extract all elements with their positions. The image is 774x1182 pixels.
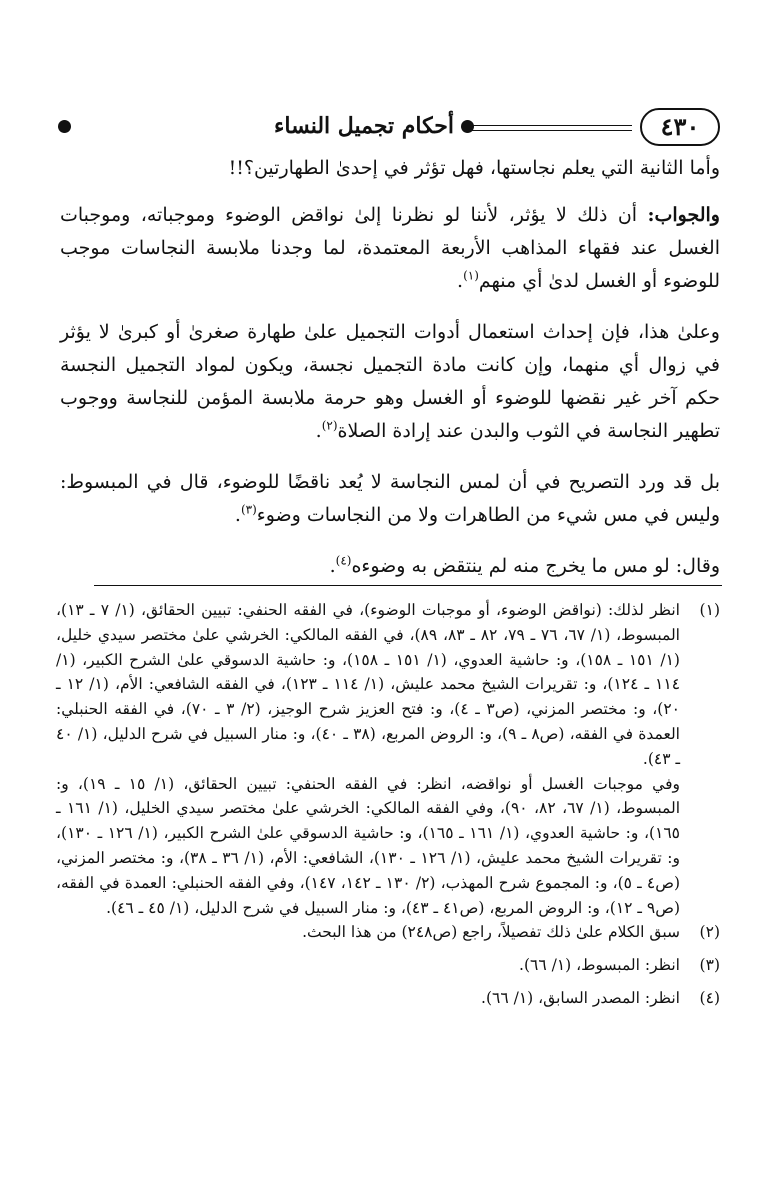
paragraph-text: وقال: لو مس ما يخرج منه لم ينتقض به وضوءه	[351, 555, 720, 577]
footnote-text: وفي موجبات الغسل أو نواقضه، انظر: في الفقه الحنفي: تبيين الحقائق، (١/ ١٥ ـ ١٩)، و: المبسوط، (١/ ٦٧، ٨٢، ٩٠)، وفي الفقه المالكي: الخرشي علىٰ مختصر سيدي الخليل، (١/ ١٦١ ـ ١٦٥)، و: حاشية العدوي، (١/ ١٦١ ـ ١٦٥)، و: حاشية الدسوقي علىٰ الشرح الكبير، (١/ ١٢٦ ـ ١٣٠)، و: تقريرات الشيخ محمد عليش، (١/ ١٢٦ ـ ١٣٠)، الشافعي: الأم، (١/ ٣٦ ـ ٣٨)، و: مختصر المزني، (ص٤ ـ ٥)، و: المجموع شرح المهذب، (٢/ ١٣٠ ـ ١٤٢، ١٤٧)، وفي الفقه الحنبلي: العمدة في الفقه، (ص٩ ـ ١٢)، و: الروض المربع، (ص٤١ ـ ٤٣)، و: منار السبيل في شرح الدليل، (١/ ٤٥ ـ ٤٦).	[56, 774, 681, 917]
paragraph: وعلىٰ هذا، فإن إحداث استعمال أدوات التجميل علىٰ طهارة صغرىٰ أو كبرىٰ لا يؤثر في زوال أي منهما، وإن كانت مادة التجميل نجسة، ويكون لمواد التجميل النجسة حكم آخر غير نقضها للوضوء أو الغسل وهو حرمة ملابسة المؤمن للنجاسة ووجوب تطهير النجاسة في الثوب والبدن عند إرادة الصلاة$^{(٢)}$.	[60, 321, 720, 442]
header-rule	[470, 125, 632, 131]
header-dot	[461, 120, 474, 133]
paragraph-text: وعلىٰ هذا، فإن إحداث استعمال أدوات التجميل علىٰ طهارة صغرىٰ أو كبرىٰ لا يؤثر في زوال أي منهما، وإن كانت مادة التجميل نجسة، ويكون لمواد التجميل النجسة حكم آخر غير نقضها للوضوء أو الغسل وهو حرمة ملابسة المؤمن للنجاسة ووجوب تطهير النجاسة في الثوب والبدن عند إرادة الصلاة	[60, 321, 720, 442]
main-text	[60, 152, 720, 597]
paragraph-text: أن ذلك لا يؤثر، لأننا لو نظرنا إلىٰ نواقض الوضوء وموجباته، وموجبات الغسل عند فقهاء المذاهب الأربعة المعتمدة، لما وجدنا ملابسة النجاسات موجب للوضوء أو الغسل لدىٰ أي منهم	[60, 204, 720, 292]
footnote-number: (٤)	[699, 988, 720, 1007]
footnote	[56, 986, 720, 1011]
footnote-ref: (١)	[463, 268, 479, 283]
running-title: أحكام تجميل النساء	[274, 113, 454, 139]
footnote-number: (١)	[699, 601, 720, 619]
footnote-continuation	[56, 772, 720, 921]
running-header	[58, 108, 720, 150]
footnote	[56, 953, 720, 978]
footnote-text: سبق الكلام علىٰ ذلك تفصيلاً، راجع (ص٢٤٨) من هذا البحث.	[302, 923, 680, 942]
paragraph-text: بل قد ورد التصريح في أن لمس النجاسة لا يُعد ناقضًا للوضوء، قال في المبسوط: وليس في مس شيء من الطاهرات ولا من النجاسات وضوء	[60, 471, 720, 526]
paragraph: وقال: لو مس ما يخرج منه لم ينتقض به وضوءه$^{(٤)}$.	[329, 553, 720, 577]
footnotes	[56, 598, 720, 1011]
paragraph-text: وأما الثانية التي يعلم نجاستها، فهل تؤثر في إحدىٰ الطهارتين؟!!	[228, 157, 720, 179]
footnote-number: (٢)	[699, 923, 720, 942]
footnote-text: انظر لذلك: (نواقض الوضوء، أو موجبات الوضوء)، في الفقه الحنفي: تبيين الحقائق، (١/ ٧ ـ ١٣)، المبسوط، (١/ ٦٧، ٧٦ ـ ٧٩، ٨٢ ـ ٨٣، ٨٩)، في الفقه المالكي: الخرشي علىٰ مختصر سيدي خليل، (١/ ١٥١ ـ ١٥٨)، و: حاشية العدوي، (١/ ١٥١ ـ ١٥٨)، و: حاشية الدسوقي علىٰ الشرح الكبير، (١/ ١١٤ ـ ١٢٤)، و: تقريرات الشيخ محمد عليش، (١/ ١١٤ ـ ١٢٣)، في الفقه الشافعي: الأم، (١/ ١٢ ـ ٢٠)، و: مختصر المزني، (ص٣ ـ ٤)، و: فتح العزيز شرح الوجيز، (٢/ ٣ ـ ٧٠)، في الفقه الحنبلي: العمدة في الفقه، (ص٨ ـ ٩)، و: الروض المربع، (٣٨ ـ ٤٠)، و: منار السبيل في شرح الدليل، (١/ ٤٠ ـ ٤٣).	[56, 601, 681, 768]
answer-label: والجواب:	[647, 204, 720, 226]
footnote-text: انظر: المصدر السابق، (١/ ٦٦).	[481, 988, 680, 1007]
page-number: ٤٣٠	[640, 108, 720, 146]
footnote	[56, 920, 720, 945]
header-dot	[58, 120, 71, 133]
paragraph: بل قد ورد التصريح في أن لمس النجاسة لا يُعد ناقضًا للوضوء، قال في المبسوط: وليس في مس شيء من الطاهرات ولا من النجاسات وضوء$^{(٣)}$.	[60, 471, 720, 526]
footnote-text: انظر: المبسوط، (١/ ٦٦).	[519, 956, 680, 975]
footnote-ref: (٢)	[321, 418, 338, 433]
paragraph	[60, 152, 720, 185]
footnote-ref: (٤)	[335, 553, 352, 568]
footnote-number: (٣)	[699, 956, 720, 975]
footnote-separator	[94, 585, 722, 586]
footnote	[56, 598, 720, 772]
footnote-ref: (٣)	[240, 502, 257, 517]
paragraph: والجواب: أن ذلك لا يؤثر، لأننا لو نظرنا إلىٰ نواقض الوضوء وموجباته، وموجبات الغسل عند فقهاء المذاهب الأربعة المعتمدة، لما وجدنا ملابسة النجاسات موجب للوضوء أو الغسل لدىٰ أي منهم$^{(١)}$.	[60, 204, 720, 292]
